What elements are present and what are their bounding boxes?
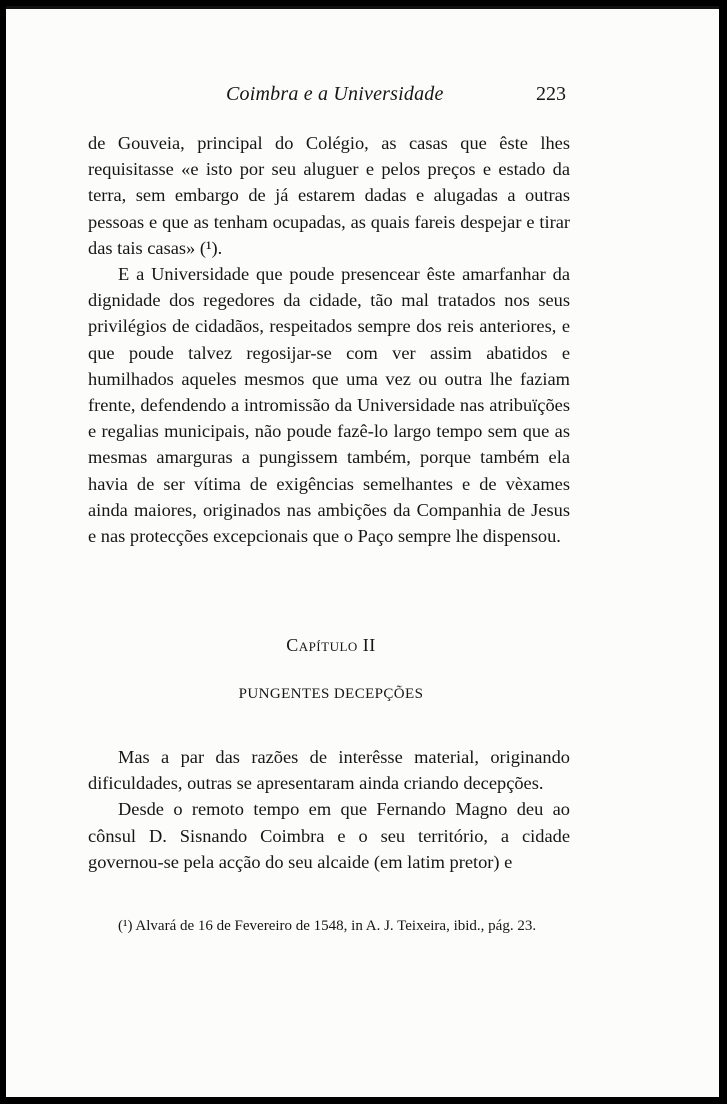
paragraph: E a Universidade que poude presencear êste amarfanhar da dignidade dos regedores da cidade, tão mal tratados nos seus privilégios de cidadãos, respeitados sempre dos reis anteriores, e que poude talvez regosijar-se com ver assim abatidos e humilhados aqueles mesmos que uma vez ou outra lhe faziam frente, defendendo a intromissão da Universidade nas atribuïções e regalias municipais, não poude fazê-lo largo tempo sem que as mesmas amarguras a pungissem também, porque também ela havia de ser vítima de exigências semelhantes e de vèxames ainda maiores, originados nas ambições da Companhia de Jesus e nas protecções excepcionais que o Paço sempre lhe dispensou. — [88, 264, 570, 547]
paragraph: Mas a par das razões de interêsse material, originando dificuldades, outras se apresentaram ainda criando decepções. — [88, 747, 570, 794]
footnote — [88, 914, 570, 938]
paragraph: Desde o remoto tempo em que Fernando Magno deu ao cônsul D. Sisnando Coimbra e o seu território, a cidade governou-se pela acção do seu alcaide (em latim pretor) e — [88, 799, 570, 872]
book-page — [6, 6, 719, 1097]
chapter-label: Capítulo II — [286, 635, 376, 655]
running-title: Coimbra e a Universidade — [226, 83, 444, 105]
body-text-section-1 — [88, 130, 570, 549]
chapter-title: PUNGENTES DECEPÇÕES — [238, 686, 424, 702]
paragraph: de Gouveia, principal do Colégio, as casas que êste lhes requisitasse «e isto por seu aluguer e pelos preços e estado da terra, sem embargo de já estarem dadas e alugadas a outras pessoas e que as tenham ocupadas, as quais fareis despejar e tirar das tais casas» (¹). — [88, 133, 570, 258]
page-number: 223 — [536, 83, 566, 105]
body-text-section-2 — [88, 744, 570, 875]
page-header — [88, 79, 570, 109]
footnote-text: (¹) Alvará de 16 de Fevereiro de 1548, in A. J. Teixeira, ibid., pág. 23. — [118, 918, 537, 934]
